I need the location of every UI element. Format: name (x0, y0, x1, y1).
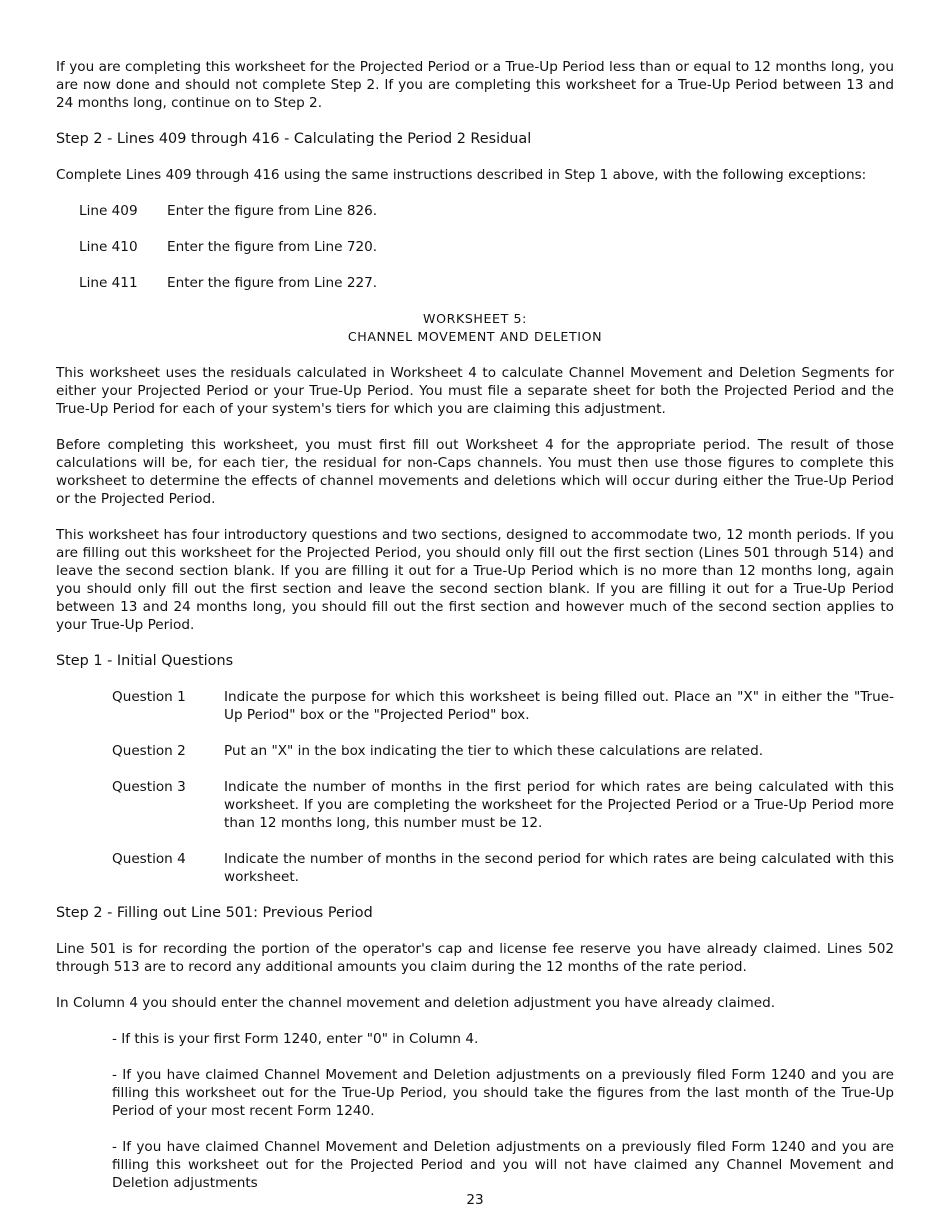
line-text: Enter the figure from Line 720. (167, 239, 378, 255)
document-page (56, 58, 894, 1210)
line-item (56, 202, 894, 220)
page-number: 23 (466, 1192, 484, 1208)
question-label: Question 1 (112, 689, 186, 705)
step2-residual-heading: Step 2 - Lines 409 through 416 - Calculating the Period 2 Residual (56, 131, 532, 147)
line-text: Enter the figure from Line 826. (167, 203, 378, 219)
question-label: Question 4 (112, 851, 186, 867)
line501-paragraph: Line 501 is for recording the portion of the operator's cap and license fee reserve you have already claimed. Lines 502 through 513 are to record any additional amounts you claim during the 12 months of the rate period. (56, 941, 894, 975)
question-text: Indicate the purpose for which this worksheet is being filled out. Place an "X" in either the "True-Up Period" box or the "Projected Period" box. (224, 689, 894, 723)
line-label: Line 410 (79, 239, 138, 255)
step2-instructions: Complete Lines 409 through 416 using the same instructions described in Step 1 above, with the following exceptions: (56, 167, 867, 183)
line-label: Line 411 (79, 275, 138, 291)
question-item (56, 850, 894, 886)
worksheet-paragraph: Before completing this worksheet, you must first fill out Worksheet 4 for the appropriate period. The result of those calculations will be, for each tier, the residual for non-Caps channels. You must then use those figures to complete this worksheet to determine the effects of channel movements and deletions which will occur during either the True-Up Period or the Projected Period. (56, 437, 894, 507)
worksheet-paragraph: This worksheet uses the residuals calculated in Worksheet 4 to calculate Channel Movement and Deletion Segments for either your Projected Period or your True-Up Period. You must file a separate sheet for both the Projected Period and the True-Up Period for each of your system's tiers for which you are claiming this adjustment. (56, 365, 894, 417)
intro-paragraph: If you are completing this worksheet for the Projected Period or a True-Up Period less than or equal to 12 months long, you are now done and should not complete Step 2. If you are completing this worksheet for a True-Up Period between 13 and 24 months long, continue on to Step 2. (56, 59, 894, 111)
question-item (56, 688, 894, 724)
question-text: Indicate the number of months in the first period for which rates are being calculated with this worksheet. If you are completing the worksheet for the Projected Period or a True-Up Period more than 12 months long, this number must be 12. (224, 779, 894, 831)
worksheet-title-line1: WORKSHEET 5: (423, 311, 527, 326)
column4-paragraph: In Column 4 you should enter the channel movement and deletion adjustment you have already claimed. (56, 995, 776, 1011)
line-item (56, 238, 894, 256)
bullet-item: - If this is your first Form 1240, enter "0" in Column 4. (112, 1031, 479, 1047)
bullet-item: - If you have claimed Channel Movement and Deletion adjustments on a previously filed Form 1240 and you are filling this worksheet out for the Projected Period and you will not have claimed any Channel Movement and Deletion adjustments (112, 1139, 894, 1191)
line-label: Line 409 (79, 203, 138, 219)
line-item (56, 274, 894, 292)
question-item (56, 778, 894, 832)
worksheet-title (56, 310, 894, 346)
question-label: Question 3 (112, 779, 186, 795)
question-label: Question 2 (112, 743, 186, 759)
previous-period-heading: Step 2 - Filling out Line 501: Previous Period (56, 905, 373, 921)
question-text: Put an "X" in the box indicating the tier to which these calculations are related. (224, 743, 764, 759)
question-item (56, 742, 894, 760)
bullet-item: - If you have claimed Channel Movement and Deletion adjustments on a previously filed Form 1240 and you are filling this worksheet out for the True-Up Period, you should take the figures from the last month of the True-Up Period of your most recent Form 1240. (112, 1067, 894, 1119)
initial-questions-heading: Step 1 - Initial Questions (56, 653, 234, 669)
worksheet-paragraph: This worksheet has four introductory questions and two sections, designed to accommodate two, 12 month periods. If you are filling out this worksheet for the Projected Period, you should only fill out the first section (Lines 501 through 514) and leave the second section blank. If you are filling it out for a True-Up Period which is no more than 12 months long, again you should only fill out the first section and leave the second section blank. If you are filling it out for a True-Up Period between 13 and 24 months long, you should fill out the first section and however much of the second section applies to your True-Up Period. (56, 527, 894, 633)
question-text: Indicate the number of months in the second period for which rates are being calculated with this worksheet. (224, 851, 894, 885)
line-text: Enter the figure from Line 227. (167, 275, 378, 291)
worksheet-title-line2: CHANNEL MOVEMENT AND DELETION (347, 329, 603, 344)
